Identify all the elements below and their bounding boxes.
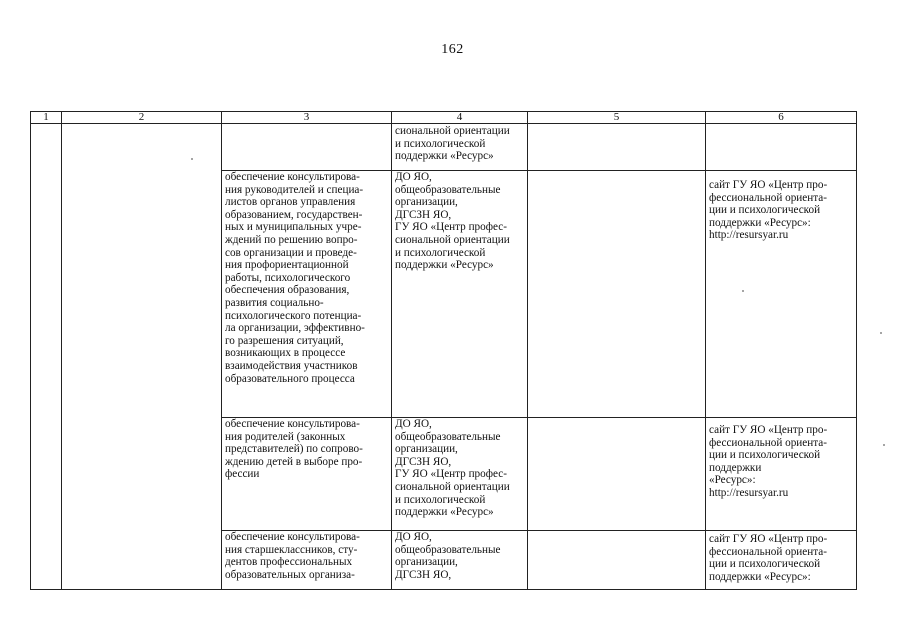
table-cell-col3: обеспечение консультирова- ния руководителей и специа- листов органов управления образованием, государствен- ных и муниципальных учре- ждений по решению вопро- сов организации и проведе- ния профориентационной работы, психологического обеспечения образования, развития социально- психологического потенциа- ла организации, эффективно- го разрешения ситуаций, возникающих в процессе взаимодействия участников образовательного процесса	[222, 171, 392, 418]
table-cell-col4: ДО ЯО, общеобразовательные организации, ДГСЗН ЯО, ГУ ЯО «Центр профес- сиональной ориентации и психологической поддержки «Ресурс»	[392, 418, 528, 531]
scan-speck	[883, 444, 885, 446]
table-cell-col5	[528, 418, 706, 531]
table-cell-col4: ДО ЯО, общеобразовательные организации, ДГСЗН ЯО, ГУ ЯО «Центр профес- сиональной ориентации и психологической поддержки «Ресурс»	[392, 171, 528, 418]
table-cell-col5	[528, 171, 706, 418]
table-cell-col5	[528, 124, 706, 171]
scan-speck	[742, 290, 744, 292]
table-header-row	[31, 112, 857, 124]
column-header: 6	[706, 112, 857, 124]
column-header: 4	[392, 112, 528, 124]
table-cell-col3	[222, 124, 392, 171]
column-header: 1	[31, 112, 62, 124]
table-cell-col4: сиональной ориентации и психологической поддержки «Ресурс»	[392, 124, 528, 171]
column-header: 3	[222, 112, 392, 124]
table-cell-col6: сайт ГУ ЯО «Центр про- фессиональной ориента- ции и психологической поддержки «Ресурс»: http://resursyar.ru	[706, 418, 857, 531]
scan-speck	[880, 332, 882, 334]
table-cell-col2	[62, 124, 222, 590]
scan-speck	[191, 158, 193, 160]
table-cell-col6: сайт ГУ ЯО «Центр про- фессиональной ориента- ции и психологической поддержки «Ресурс»:	[706, 531, 857, 590]
column-header: 5	[528, 112, 706, 124]
table-cell-col5	[528, 531, 706, 590]
page-number: 162	[441, 42, 464, 57]
table-cell-col4: ДО ЯО, общеобразовательные организации, ДГСЗН ЯО,	[392, 531, 528, 590]
column-header: 2	[62, 112, 222, 124]
document-table	[30, 111, 857, 590]
table-cell-col6: сайт ГУ ЯО «Центр про- фессиональной ориента- ции и психологической поддержки «Ресурс»: http://resursyar.ru	[706, 171, 857, 418]
table-cell-col3: обеспечение консультирова- ния родителей (законных представителей) по сопрово- ждению детей в выборе про- фессии	[222, 418, 392, 531]
table-cell-col3: обеспечение консультирова- ния старшеклассников, сту- дентов профессиональных образовательных организа-	[222, 531, 392, 590]
table-cell-col6	[706, 124, 857, 171]
table-row	[31, 124, 857, 171]
table-cell-col1	[31, 124, 62, 590]
